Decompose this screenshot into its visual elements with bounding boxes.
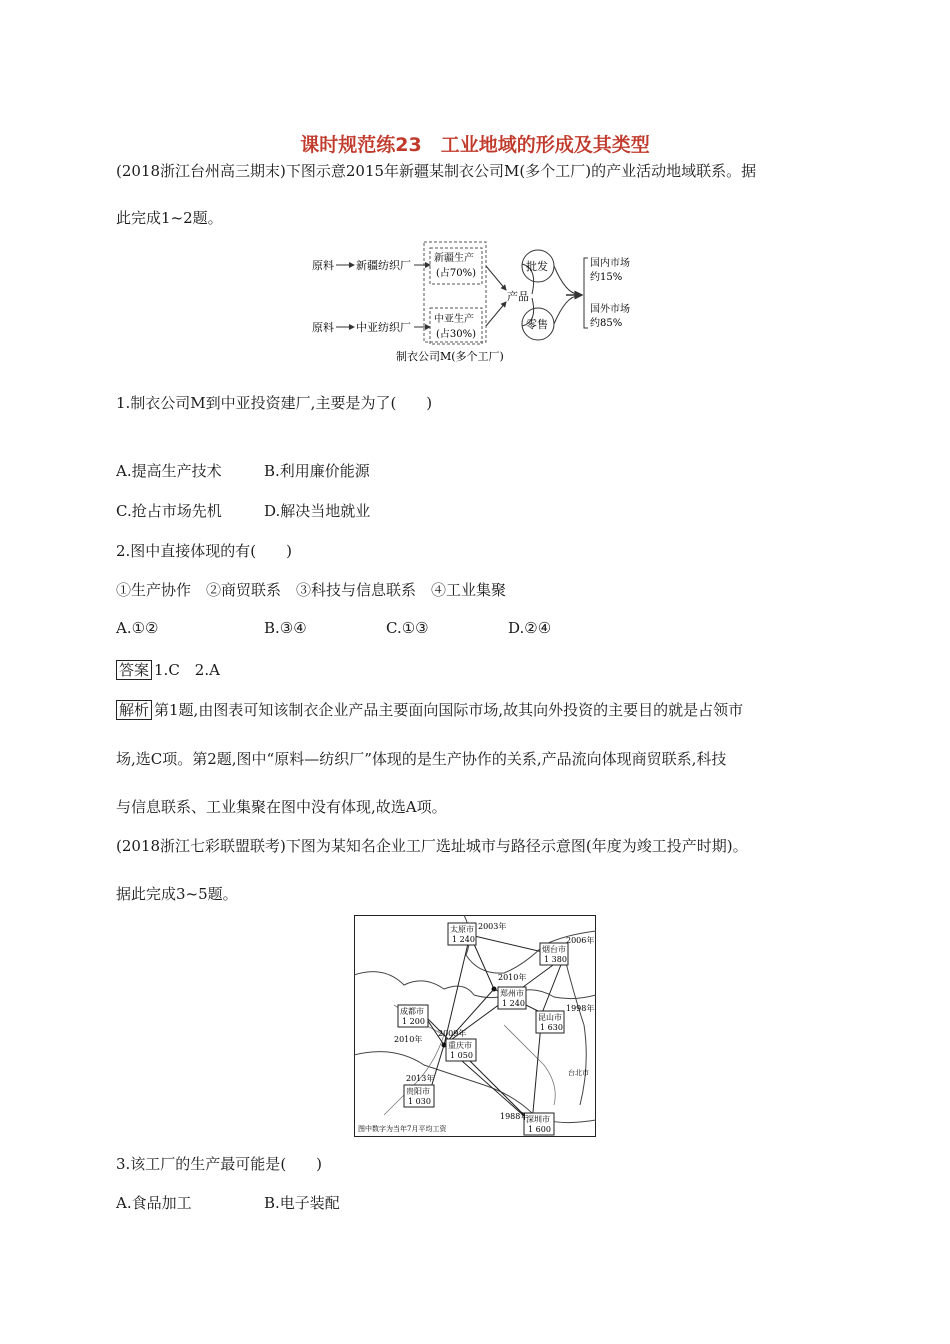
option-3b: B.电子装配	[264, 1194, 340, 1212]
question-1-stem: 1.制衣公司M到中亚投资建厂,主要是为了( )	[116, 394, 433, 412]
intro-text-2: (2018浙江七彩联盟联考)下图为某知名企业工厂选址城市与路径示意图(年度为竣工投产时期)。	[116, 837, 748, 855]
option-1c: C.抢占市场先机	[116, 502, 222, 520]
question-3-options	[116, 1192, 340, 1213]
option-2a: A.①②	[116, 619, 159, 637]
svg-text:2010年: 2010年	[498, 973, 527, 982]
question-1-options-b	[116, 500, 370, 521]
option-1a: A.提高生产技术	[116, 462, 222, 480]
xinjiang-share: (占70%)	[436, 268, 477, 279]
answer-line	[116, 659, 220, 680]
analysis-line-3: 与信息联系、工业集聚在图中没有体现,故选A项。	[116, 798, 447, 816]
svg-text:烟台市: 烟台市	[542, 945, 566, 954]
svg-text:郑州市: 郑州市	[500, 989, 524, 998]
svg-text:1 630: 1 630	[540, 1023, 563, 1032]
retail-label: 零售	[526, 318, 548, 331]
svg-text:2006年: 2006年	[566, 936, 595, 945]
svg-text:太原市: 太原市	[450, 925, 474, 934]
analysis-line-2: 场,选C项。第2题,图中“原料—纺织厂”体现的是生产协作的关系,产品流向体现商贸联系,科技	[116, 750, 727, 768]
svg-text:1 240: 1 240	[452, 935, 475, 944]
factory-location-map	[354, 915, 596, 1137]
central-asia-production: 中亚生产	[434, 314, 474, 325]
city-guiyang	[404, 1073, 434, 1107]
domestic-market: 国内市场	[590, 258, 630, 269]
svg-text:1998年: 1998年	[566, 1004, 595, 1013]
company-label: 制衣公司M(多个工厂)	[396, 350, 504, 363]
question-2-items: ①生产协作 ②商贸联系 ③科技与信息联系 ④工业集聚	[116, 581, 507, 599]
raw-material-1: 原料	[312, 259, 334, 272]
question-3-stem: 3.该工厂的生产最可能是( )	[116, 1155, 323, 1173]
answer-badge: 答案	[116, 660, 152, 680]
domestic-share: 约15%	[590, 272, 623, 283]
question-2-options	[116, 619, 551, 637]
foreign-share: 约85%	[590, 318, 623, 329]
page-title: 课时规范练23 工业地域的形成及其类型	[300, 134, 650, 156]
svg-text:1 600: 1 600	[528, 1125, 551, 1134]
svg-text:昆山市: 昆山市	[538, 1013, 562, 1022]
question-2-stem: 2.图中直接体现的有( )	[116, 542, 293, 560]
xinjiang-mill: 新疆纺织厂	[356, 259, 411, 272]
map-note: 图中数字为当年7月平均工资	[358, 1125, 447, 1133]
analysis-badge: 解析	[116, 700, 152, 720]
analysis-text-1: 第1题,由图表可知该制衣企业产品主要面向国际市场,故其向外投资的主要目的就是占领市	[154, 701, 744, 719]
raw-material-2: 原料	[312, 321, 334, 334]
svg-text:1 030: 1 030	[408, 1097, 431, 1106]
central-asia-share: (占30%)	[436, 329, 477, 340]
svg-text:2010年: 2010年	[394, 1035, 423, 1044]
city-zhengzhou	[498, 972, 526, 1009]
intro-text-1: (2018浙江台州高三期末)下图示意2015年新疆某制衣公司M(多个工厂)的产业活动地域联系。据	[116, 162, 757, 180]
question-1-options-a	[116, 460, 370, 481]
product-label: 产品	[507, 290, 529, 303]
svg-text:2009年: 2009年	[438, 1029, 467, 1038]
linkage-diagram	[310, 238, 660, 368]
svg-text:1 240: 1 240	[502, 999, 525, 1008]
svg-text:1 380: 1 380	[544, 955, 567, 964]
answer-text: 1.C 2.A	[154, 661, 220, 679]
option-3a: A.食品加工	[116, 1194, 192, 1212]
analysis-line-1	[116, 699, 743, 720]
svg-text:2003年: 2003年	[478, 922, 507, 931]
option-1b: B.利用廉价能源	[264, 462, 370, 480]
option-1d: D.解决当地就业	[264, 502, 371, 520]
option-2d: D.②④	[508, 619, 552, 637]
svg-text:2013年: 2013年	[406, 1074, 435, 1083]
svg-text:成都市: 成都市	[400, 1007, 424, 1016]
svg-text:贵阳市: 贵阳市	[406, 1087, 430, 1096]
option-2c: C.①③	[386, 619, 429, 637]
intro-text-1b: 此完成1~2题。	[116, 209, 223, 227]
central-asia-mill: 中亚纺织厂	[356, 321, 411, 334]
wholesale-label: 批发	[526, 260, 548, 273]
svg-text:重庆市: 重庆市	[448, 1041, 472, 1050]
svg-text:1 200: 1 200	[402, 1017, 425, 1026]
svg-text:1 050: 1 050	[450, 1051, 473, 1060]
option-2b: B.③④	[264, 619, 307, 637]
xinjiang-production: 新疆生产	[434, 253, 474, 264]
foreign-market: 国外市场	[590, 304, 630, 315]
svg-text:深圳市: 深圳市	[526, 1115, 550, 1124]
intro-text-2b: 据此完成3~5题。	[116, 885, 238, 903]
taipei-label: 台北市	[568, 1069, 589, 1077]
svg-text:1988年: 1988年	[500, 1112, 529, 1121]
